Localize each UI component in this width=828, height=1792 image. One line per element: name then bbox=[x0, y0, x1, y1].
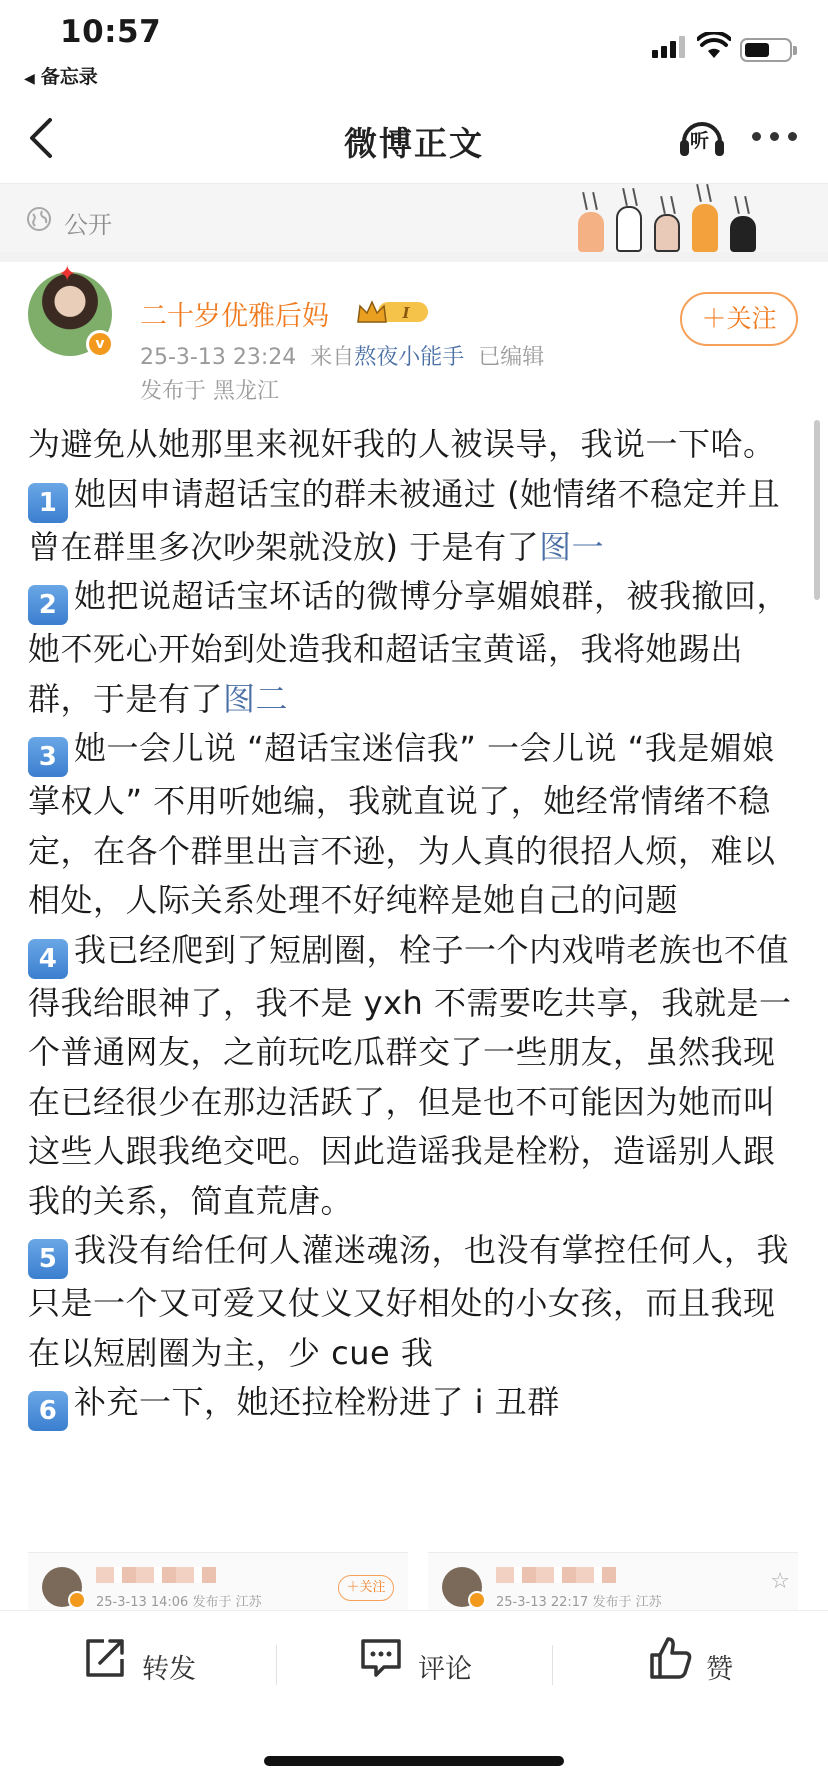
action-divider bbox=[276, 1645, 277, 1685]
comment-icon bbox=[358, 1635, 404, 1681]
repost-label: 转发 bbox=[142, 1654, 196, 1685]
nav-bar bbox=[0, 92, 828, 184]
keycap-1-icon: 1 bbox=[28, 483, 68, 523]
listen-label: 听 bbox=[690, 130, 710, 152]
post-intro: 为避免从她那里来视奸我的人被误导，我说一下哈。 bbox=[28, 425, 776, 463]
comment-label: 评论 bbox=[418, 1654, 472, 1685]
page-title: 微博正文 bbox=[344, 124, 484, 163]
thumb-meta: 25-3-13 14:06 发布于 江苏 bbox=[96, 1595, 262, 1610]
post-source-link[interactable]: 熬夜小能手 bbox=[354, 345, 465, 370]
visibility-label: 公开 bbox=[64, 211, 112, 239]
section-divider bbox=[0, 252, 828, 262]
post-item-text: 我已经爬到了短剧圈，栓子一个内戏啃老族也不值得我给眼神了，我不是 yxh 不需要吃共享，我就是一个普通网友，之前玩吃瓜群交了一些朋友，虽然我现在已经很少在那边活跃了，但是也不可能因为她而叫这些人跟我绝交吧。因此造谣我是栓粉，造谣别人跟我的关系，简直荒唐。 bbox=[28, 930, 792, 1220]
back-triangle-icon: ◀ bbox=[24, 71, 35, 87]
repost-icon bbox=[82, 1635, 128, 1681]
scrollbar-thumb[interactable] bbox=[814, 420, 820, 600]
author-avatar[interactable] bbox=[28, 262, 112, 356]
back-to-app-link[interactable] bbox=[24, 62, 98, 89]
follow-button[interactable]: ＋关注 bbox=[680, 292, 798, 346]
thumb-avatar bbox=[442, 1567, 482, 1607]
source-prefix: 来自 bbox=[310, 345, 355, 370]
post-location: 发布于 黑龙江 bbox=[140, 379, 279, 404]
wifi-icon bbox=[697, 32, 731, 60]
post-image-1[interactable] bbox=[28, 1552, 408, 1610]
cellular-signal-icon bbox=[652, 36, 686, 58]
author-name[interactable]: 二十岁优雅后妈 bbox=[140, 301, 329, 332]
image-2-link[interactable]: 图二 bbox=[223, 679, 289, 718]
comment-button[interactable] bbox=[358, 1635, 498, 1691]
post-meta bbox=[140, 340, 544, 371]
post-item-6 bbox=[28, 1378, 798, 1431]
thumb-meta: 25-3-13 22:17 发布于 江苏 bbox=[496, 1595, 662, 1610]
keycap-6-icon: 6 bbox=[28, 1391, 68, 1431]
like-button[interactable] bbox=[648, 1635, 758, 1691]
status-bar bbox=[0, 0, 828, 92]
post-item-text: 她把说超话宝坏话的微博分享媚娘群，被我撤回，她不死心开始到处造我和超话宝黄谣，我将她踢出群，于是有了 bbox=[28, 577, 790, 718]
post-item-1 bbox=[28, 470, 798, 573]
edited-label: 已编辑 bbox=[478, 345, 545, 370]
post-body bbox=[28, 420, 798, 1431]
post-item-text: 她一会儿说 “超话宝迷信我” 一会儿说 “我是媚娘掌权人” 不用听她编，我就直说了，她经常情绪不稳定，在各个群里出言不逊，为人真的很招人烦，难以相处，人际关系处理不好纯粹是她自己的问题 bbox=[28, 729, 776, 919]
post-images bbox=[28, 1552, 798, 1610]
thumbs-up-icon bbox=[648, 1635, 694, 1681]
keycap-5-icon: 5 bbox=[28, 1239, 68, 1279]
post-item-text: 她因申请超话宝的群未被通过 (她情绪不稳定并且曾在群里多次吵架就没放) 于是有了 bbox=[28, 474, 781, 566]
avatar-bow-icon: ✦ bbox=[58, 262, 77, 287]
post-item-text: 我没有给任何人灌迷魂汤，也没有掌控任何人，我只是一个又可爱又仗义又好相处的小女孩，而且我现在以短剧圈为主，少 cue 我 bbox=[28, 1231, 790, 1372]
post-image-2[interactable] bbox=[428, 1552, 798, 1610]
keycap-4-icon: 4 bbox=[28, 939, 68, 979]
blurred-name bbox=[496, 1567, 616, 1583]
star-icon: ☆ bbox=[770, 1569, 790, 1594]
battery-icon bbox=[740, 38, 792, 62]
like-label: 赞 bbox=[706, 1654, 733, 1685]
more-options-icon[interactable] bbox=[752, 132, 800, 146]
post-item-text: 补充一下，她还拉栓粉进了 i 丑群 bbox=[74, 1383, 560, 1421]
action-bar bbox=[0, 1610, 828, 1722]
home-indicator[interactable] bbox=[264, 1756, 564, 1766]
keycap-3-icon: 3 bbox=[28, 737, 68, 777]
post-item-5 bbox=[28, 1226, 798, 1378]
keycap-2-icon: 2 bbox=[28, 585, 68, 625]
vip-crown-badge-icon bbox=[356, 298, 430, 326]
listen-button[interactable] bbox=[676, 110, 728, 162]
post-date: 25-3-13 23:24 bbox=[140, 345, 297, 370]
post-item-4 bbox=[28, 926, 798, 1227]
back-app-label: 备忘录 bbox=[40, 66, 98, 88]
visibility-row bbox=[0, 184, 828, 252]
action-divider bbox=[552, 1645, 553, 1685]
post-item-2 bbox=[28, 572, 798, 724]
blurred-name bbox=[96, 1567, 216, 1583]
image-1-link[interactable]: 图一 bbox=[539, 527, 605, 566]
vip-level: I bbox=[402, 304, 410, 322]
post-item-3 bbox=[28, 724, 798, 926]
thumb-avatar bbox=[42, 1567, 82, 1607]
cat-paws-decoration bbox=[572, 188, 772, 252]
repost-button[interactable] bbox=[82, 1635, 222, 1691]
status-time: 10:57 bbox=[60, 14, 162, 50]
globe-icon bbox=[26, 206, 52, 232]
thumb-follow-button: ＋关注 bbox=[338, 1575, 394, 1601]
verified-badge-icon: v bbox=[86, 330, 114, 358]
